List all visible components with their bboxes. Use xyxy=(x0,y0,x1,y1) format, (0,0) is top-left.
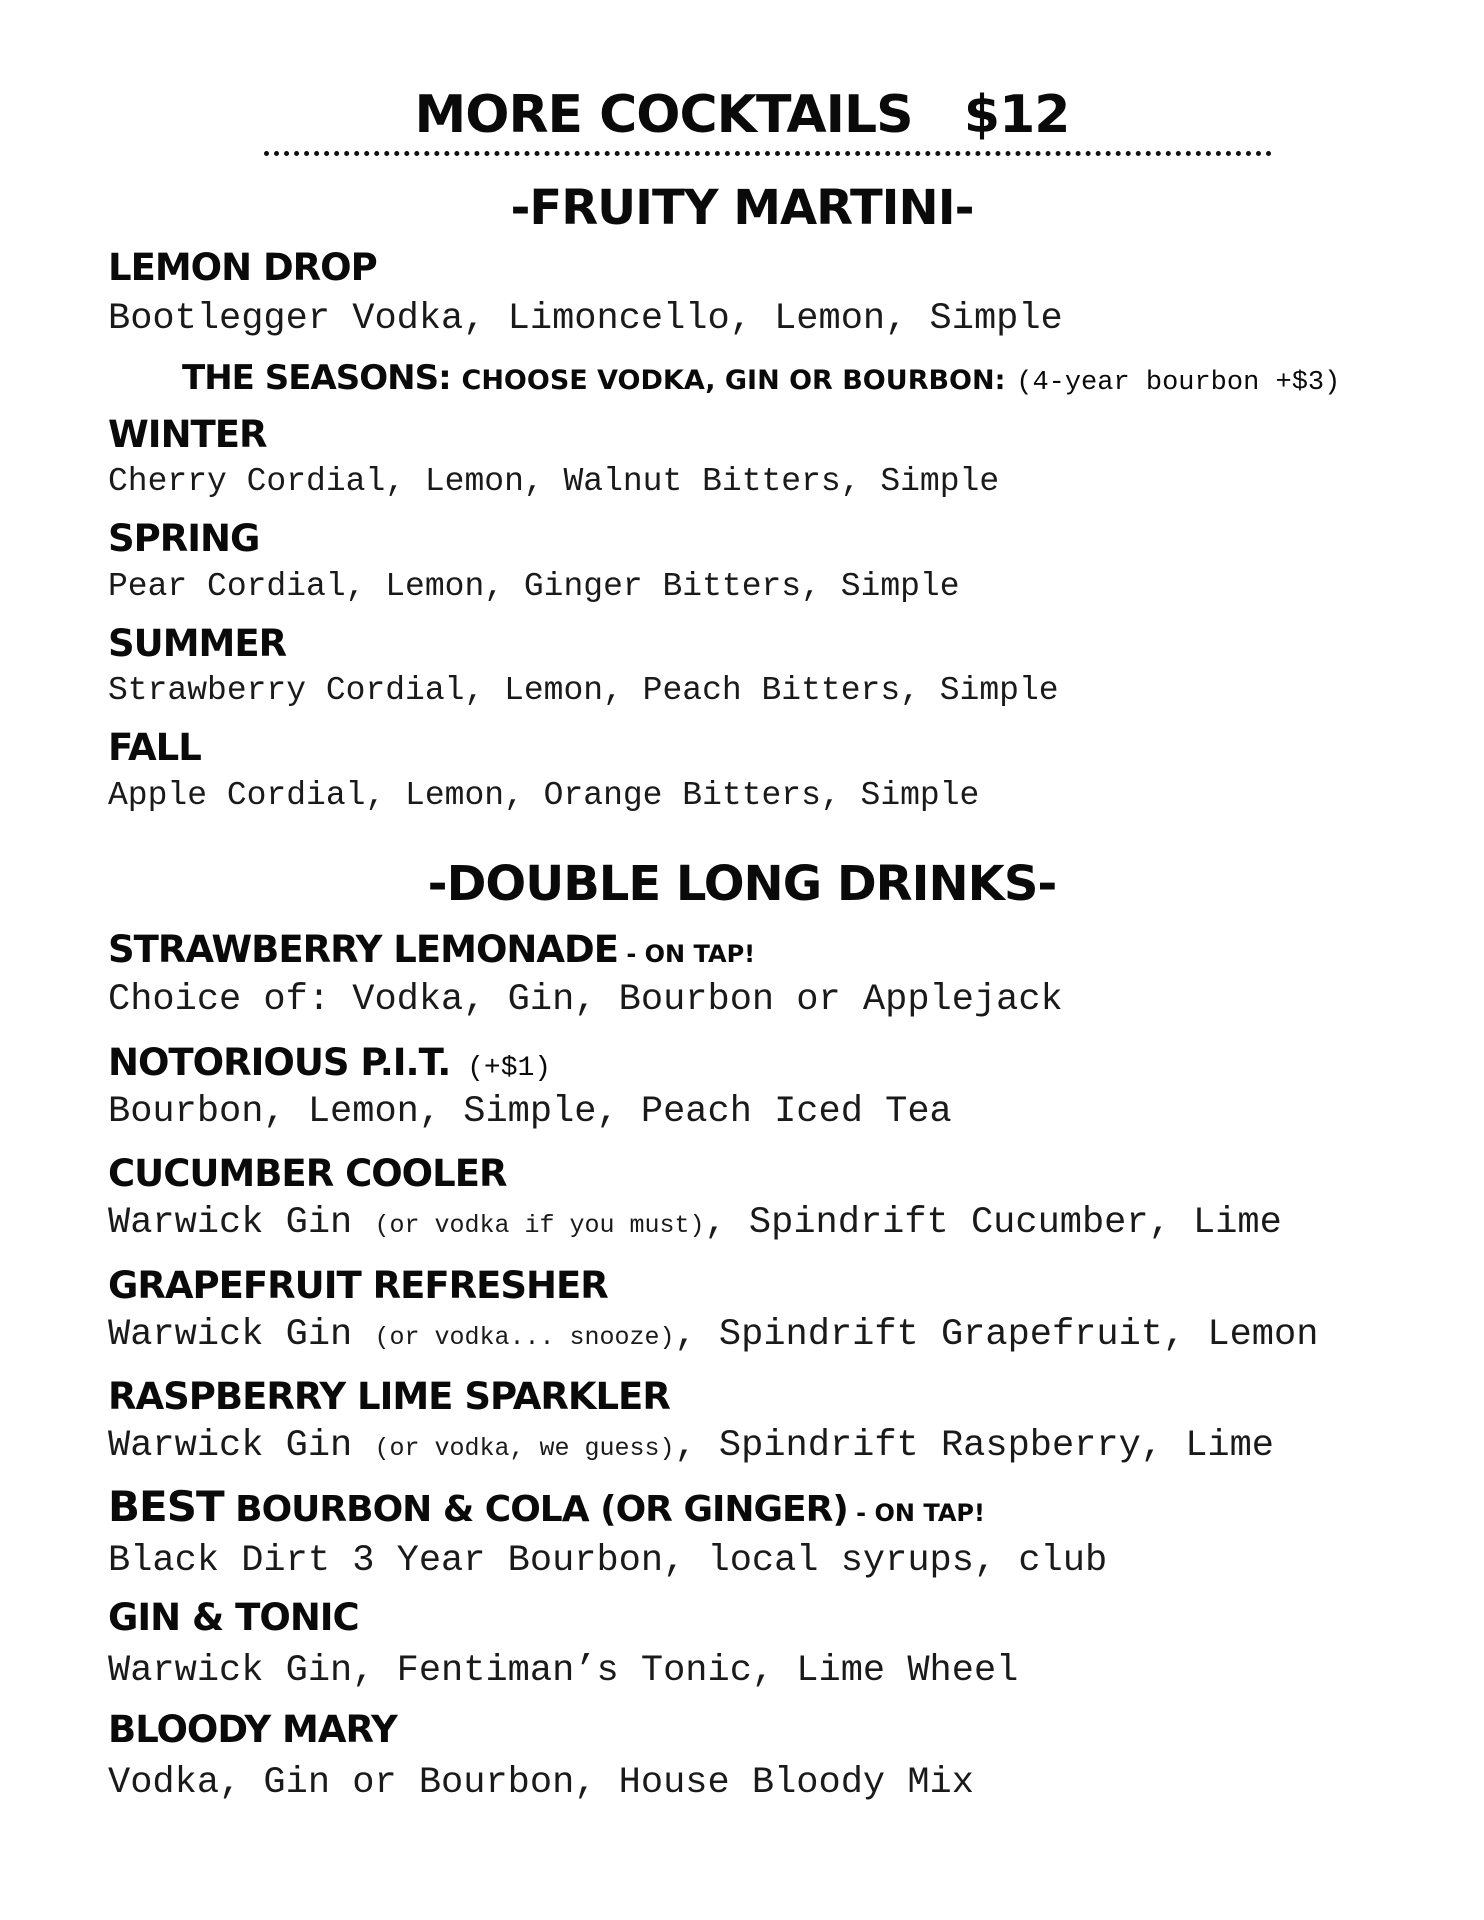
seasons-choose: CHOOSE VODKA, GIN OR BOURBON: xyxy=(461,365,1006,396)
grapefruit-desc-aside: (or vodka... snooze) xyxy=(374,1323,675,1352)
on-tap-badge-bourbon: - ON TAP! xyxy=(847,1499,985,1527)
strawberry-lemonade-title: STRAWBERRY LEMONADE xyxy=(108,928,618,971)
item-desc-grapefruit-refresher xyxy=(108,1312,1318,1361)
item-name-winter: WINTER xyxy=(108,413,267,456)
item-name-gin-tonic: GIN & TONIC xyxy=(108,1596,359,1639)
raspberry-desc-end: , Spindrift Raspberry, Lime xyxy=(674,1425,1275,1467)
raspberry-desc-aside: (or vodka, we guess) xyxy=(374,1434,675,1463)
item-desc-bloody-mary: Vodka, Gin or Bourbon, House Bloody Mix xyxy=(108,1762,974,1804)
raspberry-desc-start: Warwick Gin xyxy=(108,1425,375,1467)
item-name-grapefruit-refresher: GRAPEFRUIT REFRESHER xyxy=(108,1264,608,1307)
item-desc-raspberry-lime-sparkler xyxy=(108,1423,1274,1472)
item-name-best-bourbon-cola xyxy=(108,1483,985,1537)
item-name-cucumber-cooler: CUCUMBER COOLER xyxy=(108,1152,507,1195)
item-name-fall: FALL xyxy=(108,726,201,769)
title-price: $12 xyxy=(963,85,1070,145)
cucumber-desc-start: Warwick Gin xyxy=(108,1202,375,1244)
page-title xyxy=(0,82,1484,148)
grapefruit-desc-end: , Spindrift Grapefruit, Lemon xyxy=(674,1314,1319,1356)
item-name-notorious-pit xyxy=(108,1039,551,1093)
notorious-pit-title: NOTORIOUS P.I.T. xyxy=(108,1041,451,1084)
notorious-pit-upcharge: (+$1) xyxy=(450,1053,552,1084)
item-desc-winter: Cherry Cordial, Lemon, Walnut Bitters, Simple xyxy=(108,463,1000,500)
item-name-strawberry-lemonade xyxy=(108,926,755,978)
best-label: BEST xyxy=(108,1482,224,1531)
item-desc-cucumber-cooler xyxy=(108,1200,1282,1249)
seasons-upcharge: (4-year bourbon +$3) xyxy=(1016,368,1341,398)
item-desc-spring: Pear Cordial, Lemon, Ginger Bitters, Simple xyxy=(108,568,960,605)
item-name-bloody-mary: BLOODY MARY xyxy=(108,1708,397,1751)
on-tap-badge: - ON TAP! xyxy=(617,940,756,968)
item-desc-strawberry-lemonade: Choice of: Vodka, Gin, Bourbon or Applejack xyxy=(108,979,1063,1021)
item-desc-best-bourbon-cola: Black Dirt 3 Year Bourbon, local syrups, club xyxy=(108,1540,1108,1582)
seasons-note xyxy=(182,356,1340,405)
bourbon-cola-title: BOURBON & COLA (OR GINGER) xyxy=(223,1489,848,1530)
item-desc-summer: Strawberry Cordial, Lemon, Peach Bitters, Simple xyxy=(108,672,1059,709)
item-name-lemon-drop: LEMON DROP xyxy=(108,246,377,289)
item-desc-lemon-drop: Bootlegger Vodka, Limoncello, Lemon, Simple xyxy=(108,298,1063,340)
grapefruit-desc-start: Warwick Gin xyxy=(108,1314,375,1356)
title-text: MORE COCKTAILS xyxy=(414,85,913,145)
cucumber-desc-aside: (or vodka if you must) xyxy=(374,1211,705,1240)
item-desc-fall: Apple Cordial, Lemon, Orange Bitters, Simple xyxy=(108,777,980,814)
item-name-spring: SPRING xyxy=(108,517,260,560)
cucumber-desc-end: , Spindrift Cucumber, Lime xyxy=(704,1202,1282,1244)
item-name-summer: SUMMER xyxy=(108,622,287,665)
dotted-divider xyxy=(264,151,1272,156)
item-desc-notorious-pit: Bourbon, Lemon, Simple, Peach Iced Tea xyxy=(108,1091,952,1133)
item-name-raspberry-lime-sparkler: RASPBERRY LIME SPARKLER xyxy=(108,1375,670,1418)
section-heading-fruity-martini: -FRUITY MARTINI- xyxy=(510,180,974,236)
item-desc-gin-tonic: Warwick Gin, Fentiman’s Tonic, Lime Wheel xyxy=(108,1650,1019,1692)
section-heading-double-long-drinks: -DOUBLE LONG DRINKS- xyxy=(427,856,1057,912)
seasons-label: THE SEASONS: xyxy=(182,358,451,398)
